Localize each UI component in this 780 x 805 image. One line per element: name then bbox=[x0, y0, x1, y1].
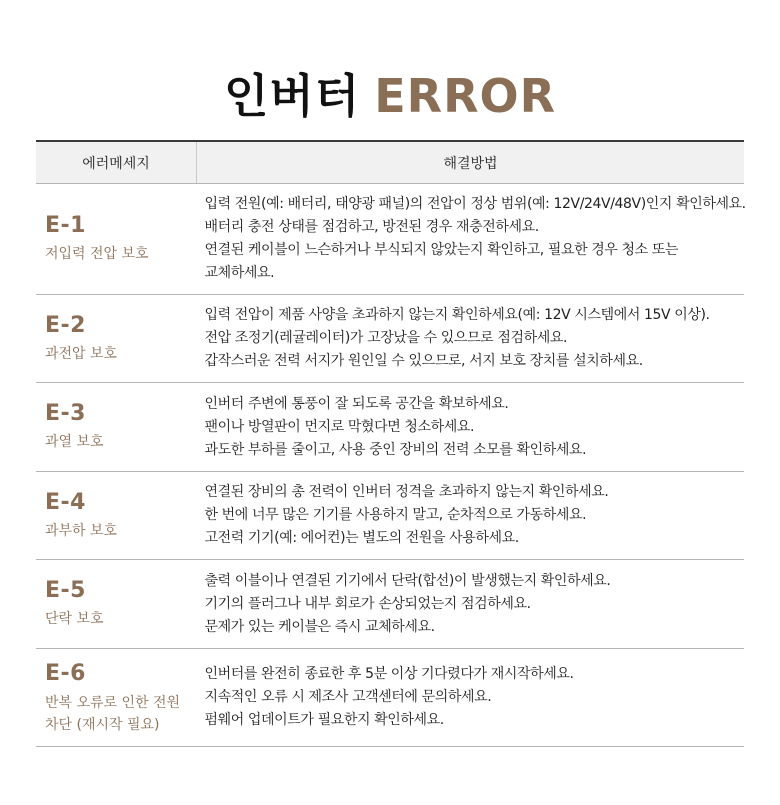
error-code-cell bbox=[36, 383, 197, 472]
solution-line: 연결된 케이블이 느슨하거나 부식되지 않았는지 확인하고, 필요한 경우 청소 또는 bbox=[204, 242, 679, 258]
solution-line: 출력 이블이나 연결된 기기에서 단락(합선)이 발생했는지 확인하세요. bbox=[204, 572, 611, 589]
solution-line: 지속적인 오류 시 제조사 고객센터에 문의하세요. bbox=[204, 689, 492, 705]
table-header bbox=[36, 141, 744, 184]
solution-line: 전압 조정기(레귤레이터)가 고장났을 수 있으므로 점검하세요. bbox=[204, 330, 568, 346]
error-code-cell bbox=[36, 560, 197, 649]
error-description: 과열 보호 bbox=[45, 434, 104, 450]
page-title-english: ERROR bbox=[374, 69, 557, 123]
solution-cell bbox=[197, 472, 745, 560]
solution-cell bbox=[197, 383, 745, 472]
table-header-row bbox=[36, 141, 744, 184]
solution-line: 입력 전원(예: 배터리, 태양광 패널)의 전압이 정상 범위(예: 12V/24V/48V)인지 확인하세요. bbox=[204, 196, 746, 212]
error-description: 저입력 전압 보호 bbox=[45, 246, 149, 262]
error-code-cell bbox=[36, 184, 197, 295]
solution-line: 배터리 충전 상태를 점검하고, 방전된 경우 재충전하세요. bbox=[204, 219, 539, 235]
table-row bbox=[36, 560, 744, 649]
solution-line: 기기의 플러그나 내부 회로가 손상되었는지 점검하세요. bbox=[204, 595, 531, 612]
error-description: 과전압 보호 bbox=[45, 345, 118, 362]
error-description: 차단 (재시작 필요) bbox=[45, 716, 160, 733]
error-code: E-3 bbox=[45, 401, 86, 426]
error-description: 반복 오류로 인한 전원 bbox=[45, 694, 181, 711]
header-solution: 해결방법 bbox=[197, 141, 745, 184]
solution-cell bbox=[197, 184, 745, 295]
solution-line: 팬이나 방열판이 먼지로 막혔다면 청소하세요. bbox=[204, 418, 475, 435]
page-title bbox=[0, 66, 780, 126]
solution-line: 교체하세요. bbox=[204, 265, 275, 281]
solution-line: 한 번에 너무 많은 기기를 사용하지 말고, 순차적으로 가동하세요. bbox=[204, 507, 587, 523]
solution-line: 인버터를 완전히 종료한 후 5분 이상 기다렸다가 재시작하세요. bbox=[204, 666, 574, 682]
solution-line: 문제가 있는 케이블은 즉시 교체하세요. bbox=[204, 618, 435, 635]
error-code-cell bbox=[36, 472, 197, 560]
header-error-message: 에러메세지 bbox=[36, 141, 197, 184]
table-row bbox=[36, 184, 744, 295]
solution-line: 고전력 기기(예: 에어컨)는 별도의 전원을 사용하세요. bbox=[204, 530, 519, 546]
table-body bbox=[36, 184, 744, 747]
solution-line: 입력 전압이 제품 사양을 초과하지 않는지 확인하세요(예: 12V 시스템에서 15V 이상). bbox=[204, 307, 710, 323]
error-code: E-2 bbox=[45, 312, 86, 338]
solution-cell bbox=[197, 649, 745, 747]
solution-line: 펌웨어 업데이트가 필요한지 확인하세요. bbox=[204, 712, 444, 728]
error-description: 과부하 보호 bbox=[45, 522, 118, 539]
solution-line: 연결된 장비의 총 전력이 인버터 정격을 초과하지 않는지 확인하세요. bbox=[204, 484, 609, 500]
solution-cell bbox=[197, 295, 745, 383]
solution-cell bbox=[197, 560, 745, 649]
error-code: E-6 bbox=[45, 660, 86, 686]
page-title-korean: 인버터 bbox=[223, 69, 361, 123]
solution-line: 갑작스러운 전력 서지가 원인일 수 있으므로, 서지 보호 장치를 설치하세요. bbox=[204, 353, 643, 369]
error-code-cell bbox=[36, 295, 197, 383]
error-code: E-5 bbox=[45, 578, 86, 603]
error-description: 단락 보호 bbox=[45, 611, 104, 627]
table-row bbox=[36, 383, 744, 472]
table-row bbox=[36, 295, 744, 383]
table-row bbox=[36, 472, 744, 560]
solution-line: 과도한 부하를 줄이고, 사용 중인 장비의 전력 소모를 확인하세요. bbox=[204, 441, 587, 458]
error-code: E-4 bbox=[45, 489, 86, 515]
error-code: E-1 bbox=[45, 213, 86, 238]
solution-line: 인버터 주변에 통풍이 잘 되도록 공간을 확보하세요. bbox=[204, 395, 509, 412]
table-row bbox=[36, 649, 744, 747]
error-code-cell bbox=[36, 649, 197, 747]
error-table bbox=[36, 140, 744, 747]
